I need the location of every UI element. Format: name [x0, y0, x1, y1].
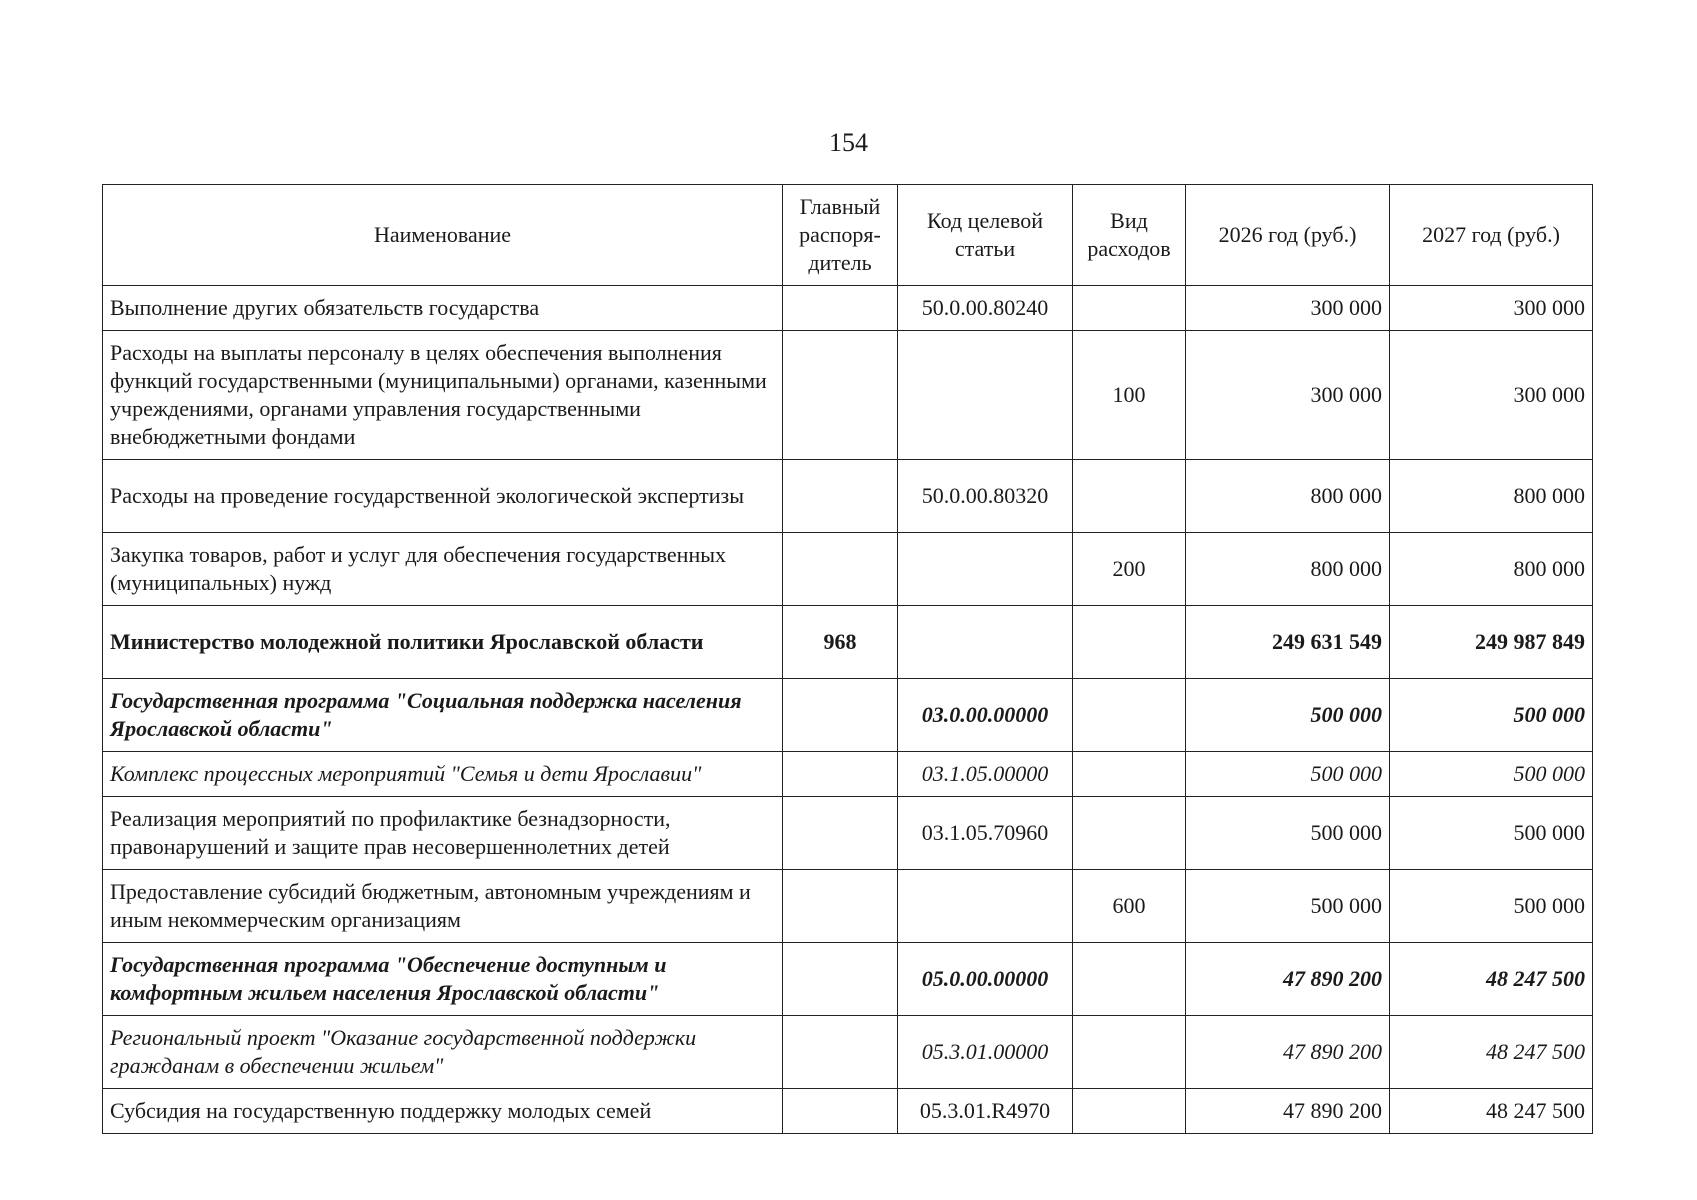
row-code: 03.0.00.00000 [898, 679, 1073, 752]
row-name: Министерство молодежной политики Ярославской области [103, 606, 783, 679]
table-row [103, 870, 1593, 943]
row-code [898, 331, 1073, 460]
header-year-2026: 2026 год (руб.) [1186, 185, 1390, 286]
table-row [103, 797, 1593, 870]
row-2026: 500 000 [1186, 752, 1390, 797]
row-manager [783, 752, 898, 797]
row-type [1073, 286, 1186, 331]
row-type: 200 [1073, 533, 1186, 606]
row-2026: 47 890 200 [1186, 1016, 1390, 1089]
row-code: 05.3.01.R4970 [898, 1089, 1073, 1134]
row-2026: 249 631 549 [1186, 606, 1390, 679]
row-manager [783, 533, 898, 606]
row-name: Закупка товаров, работ и услуг для обеспечения государственных (муниципальных) нужд [103, 533, 783, 606]
row-2027: 300 000 [1390, 331, 1593, 460]
header-target-code: Код целевой статьи [898, 185, 1073, 286]
row-type: 600 [1073, 870, 1186, 943]
row-type [1073, 752, 1186, 797]
table-row [103, 679, 1593, 752]
row-2026: 500 000 [1186, 870, 1390, 943]
row-2027: 500 000 [1390, 679, 1593, 752]
row-manager [783, 679, 898, 752]
row-manager [783, 943, 898, 1016]
table-row [103, 286, 1593, 331]
row-2027: 48 247 500 [1390, 943, 1593, 1016]
page-number: 154 [829, 128, 868, 157]
table-row [103, 606, 1593, 679]
row-type: 100 [1073, 331, 1186, 460]
row-type [1073, 797, 1186, 870]
row-2027: 500 000 [1390, 752, 1593, 797]
table-row [103, 460, 1593, 533]
row-2027: 800 000 [1390, 460, 1593, 533]
table-header-row [103, 185, 1593, 286]
row-code: 03.1.05.00000 [898, 752, 1073, 797]
row-code: 05.3.01.00000 [898, 1016, 1073, 1089]
row-name: Региональный проект "Оказание государственной поддержки гражданам в обеспечении жильем" [103, 1016, 783, 1089]
row-code: 05.0.00.00000 [898, 943, 1073, 1016]
row-name: Комплекс процессных мероприятий "Семья и дети Ярославии" [103, 752, 783, 797]
row-code: 03.1.05.70960 [898, 797, 1073, 870]
row-2027: 48 247 500 [1390, 1016, 1593, 1089]
table-row [103, 1089, 1593, 1134]
row-manager: 968 [783, 606, 898, 679]
row-name: Государственная программа "Социальная поддержка населения Ярославской области" [103, 679, 783, 752]
row-code [898, 533, 1073, 606]
row-type [1073, 679, 1186, 752]
table-row [103, 331, 1593, 460]
row-2027: 500 000 [1390, 797, 1593, 870]
row-manager [783, 1016, 898, 1089]
row-code: 50.0.00.80320 [898, 460, 1073, 533]
row-2027: 500 000 [1390, 870, 1593, 943]
row-2026: 300 000 [1186, 331, 1390, 460]
row-manager [783, 331, 898, 460]
row-name: Субсидия на государственную поддержку молодых семей [103, 1089, 783, 1134]
row-2027: 800 000 [1390, 533, 1593, 606]
row-2027: 48 247 500 [1390, 1089, 1593, 1134]
row-name: Выполнение других обязательств государства [103, 286, 783, 331]
row-2027: 300 000 [1390, 286, 1593, 331]
row-2026: 500 000 [1186, 679, 1390, 752]
row-name: Расходы на выплаты персоналу в целях обеспечения выполнения функций государственными (муниципальными) органами, казенными учреждениями, органами управления государственными внебюджетными фондами [103, 331, 783, 460]
row-2026: 800 000 [1186, 460, 1390, 533]
row-name: Предоставление субсидий бюджетным, автономным учреждениям и иным некоммерческим организациям [103, 870, 783, 943]
header-chief-manager: Главный распоря-дитель [783, 185, 898, 286]
row-type [1073, 1016, 1186, 1089]
row-2026: 300 000 [1186, 286, 1390, 331]
row-2026: 800 000 [1186, 533, 1390, 606]
table-row [103, 533, 1593, 606]
row-manager [783, 797, 898, 870]
row-manager [783, 460, 898, 533]
header-name: Наименование [103, 185, 783, 286]
table-row [103, 943, 1593, 1016]
row-code [898, 606, 1073, 679]
table-row [103, 1016, 1593, 1089]
table-row [103, 752, 1593, 797]
row-name: Государственная программа "Обеспечение доступным и комфортным жильем населения Ярославской области" [103, 943, 783, 1016]
row-name: Расходы на проведение государственной экологической экспертизы [103, 460, 783, 533]
budget-table [102, 184, 1593, 1134]
row-2026: 500 000 [1186, 797, 1390, 870]
row-type [1073, 1089, 1186, 1134]
row-manager [783, 286, 898, 331]
row-code [898, 870, 1073, 943]
row-2026: 47 890 200 [1186, 1089, 1390, 1134]
row-type [1073, 460, 1186, 533]
row-manager [783, 870, 898, 943]
row-type [1073, 943, 1186, 1016]
row-2026: 47 890 200 [1186, 943, 1390, 1016]
row-type [1073, 606, 1186, 679]
row-manager [783, 1089, 898, 1134]
row-2027: 249 987 849 [1390, 606, 1593, 679]
header-year-2027: 2027 год (руб.) [1390, 185, 1593, 286]
row-code: 50.0.00.80240 [898, 286, 1073, 331]
row-name: Реализация мероприятий по профилактике безнадзорности, правонарушений и защите прав несовершеннолетних детей [103, 797, 783, 870]
header-expense-type: Вид расходов [1073, 185, 1186, 286]
